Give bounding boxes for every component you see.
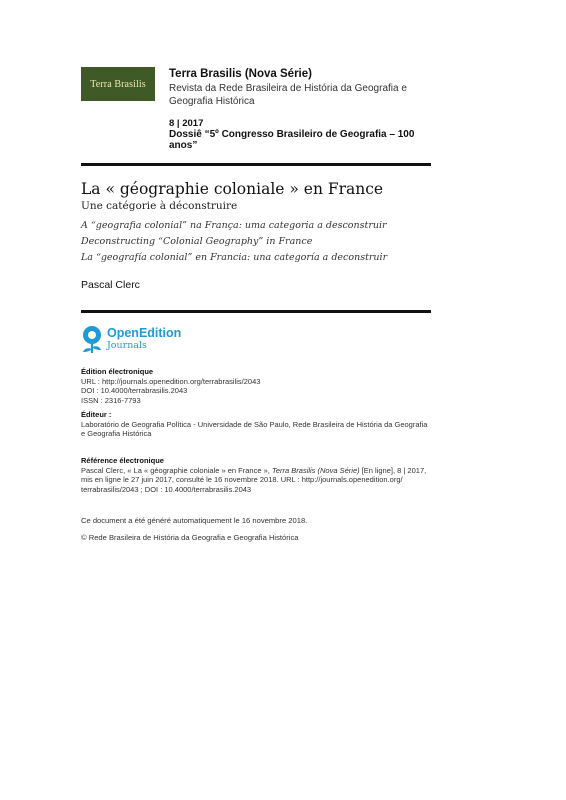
publisher-heading: Éditeur : xyxy=(81,410,112,419)
reference-post: [En ligne], 8 | 2017, mis en ligne le 27 juin 2017, consulté le 16 novembre 2018. URL : http://journals.openedition.org/ terrabrasilis/2043 ; DOI : 10.4000/terrabrasilis.2043 xyxy=(81,465,427,494)
reference-heading: Référence électronique xyxy=(81,456,164,465)
journal-subtitle: Revista da Rede Brasileira de História da Geografia e Geografia Histórica xyxy=(169,83,407,107)
reference-text xyxy=(81,466,433,495)
edition-doi: DOI : 10.4000/terrabrasilis.2043 xyxy=(81,386,188,396)
alt-title-portuguese: A “geografia colonial” na França: uma categoria a desconstruir xyxy=(81,220,387,231)
journal-header xyxy=(169,67,439,108)
reference-section xyxy=(81,456,433,494)
journal-title: Terra Brasilis (Nova Série) xyxy=(169,68,312,80)
edition-url: URL : http://journals.openedition.org/terrabrasilis/2043 xyxy=(81,376,261,386)
generated-note: Ce document a été généré automatiquement le 16 novembre 2018. xyxy=(81,516,308,525)
openedition-journals: Journals xyxy=(107,340,147,351)
issue-title: Dossiê “5º Congresso Brasileiro de Geografia – 100 anos” xyxy=(169,129,415,151)
copyright-note: © Rede Brasileira de História da Geografia e Geografia Histórica xyxy=(81,533,299,542)
publisher-text: Laboratório de Geografia Política - Universidade de São Paulo, Rede Brasileira de História da Geografia e Geografia Histórica xyxy=(81,419,428,439)
middle-divider xyxy=(81,310,431,313)
edition-issn: ISSN : 2316-7793 xyxy=(81,395,141,405)
article-subtitle: Une catégorie à déconstruire xyxy=(81,200,238,212)
edition-section xyxy=(81,367,433,405)
edition-heading: Édition électronique xyxy=(81,367,154,376)
journal-logo-text: Terra Brasilis xyxy=(90,78,146,90)
alt-title-spanish: La “geografía colonial” en Francia: una categoría a deconstruir xyxy=(81,252,388,263)
issue-number: 8 | 2017 xyxy=(169,118,204,129)
reference-journal: Terra Brasilis (Nova Série) xyxy=(271,465,360,475)
author-name: Pascal Clerc xyxy=(81,279,140,291)
article-title: La « géographie coloniale » en France xyxy=(81,180,384,198)
openedition-name: OpenEdition xyxy=(107,326,182,340)
top-divider xyxy=(81,163,431,166)
publisher-section xyxy=(81,410,433,439)
journal-logo xyxy=(81,67,155,101)
alt-title-english: Deconstructing “Colonial Geography” in France xyxy=(81,236,313,247)
issue-info xyxy=(169,118,431,151)
reference-pre: Pascal Clerc, « La « géographie coloniale » en France », xyxy=(81,465,272,475)
